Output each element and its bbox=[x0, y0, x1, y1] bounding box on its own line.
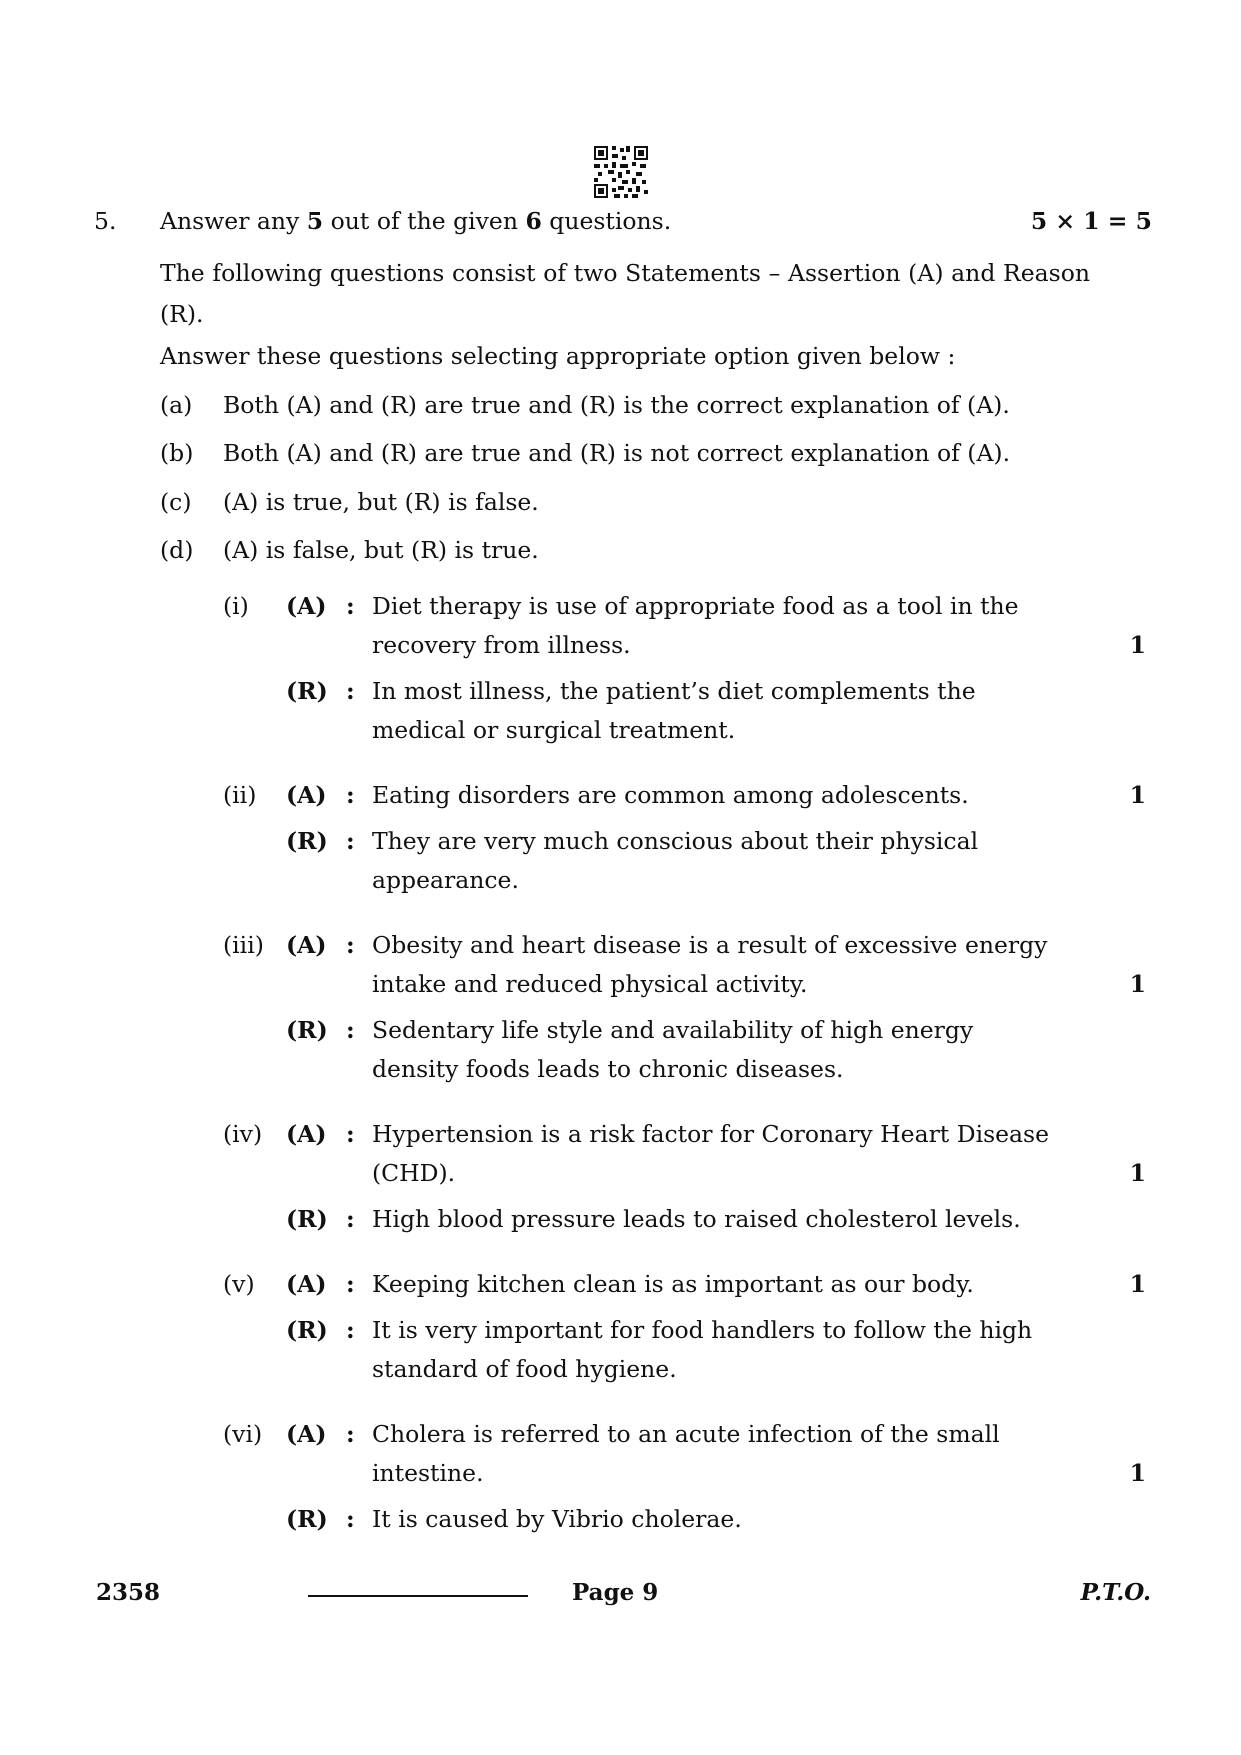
option-label: (b) bbox=[160, 439, 194, 467]
option-text: Both (A) and (R) are true and (R) is the correct explanation of (A). bbox=[223, 391, 1010, 419]
item-marks: 1 bbox=[1129, 970, 1146, 998]
reason-line: appearance. bbox=[372, 866, 519, 894]
assertion-line: (CHD). bbox=[372, 1159, 456, 1187]
reason-line: medical or surgical treatment. bbox=[372, 716, 736, 744]
item-label: (vi) bbox=[223, 1420, 263, 1448]
reason-line: High blood pressure leads to raised cholesterol levels. bbox=[372, 1205, 1021, 1233]
item-marks: 1 bbox=[1129, 631, 1146, 659]
assertion-line: Hypertension is a risk factor for Coronary Heart Disease bbox=[372, 1120, 1050, 1148]
item-marks: 1 bbox=[1129, 781, 1146, 809]
reason-line: They are very much conscious about their physical bbox=[372, 827, 979, 855]
item-marks: 1 bbox=[1129, 1270, 1146, 1298]
reason-label: (R) bbox=[286, 1505, 328, 1533]
assertion-line: intestine. bbox=[372, 1459, 484, 1487]
question-count: 6 bbox=[525, 207, 542, 235]
assertion-line: intake and reduced physical activity. bbox=[372, 970, 808, 998]
item-label: (i) bbox=[223, 592, 249, 620]
reason-line: standard of food hygiene. bbox=[372, 1355, 677, 1383]
reason-label: (R) bbox=[286, 677, 328, 705]
option-label: (c) bbox=[160, 488, 192, 516]
item-marks: 1 bbox=[1129, 1459, 1146, 1487]
assertion-line: Cholera is referred to an acute infection of the small bbox=[372, 1420, 1000, 1448]
assertion-line: Obesity and heart disease is a result of excessive energy bbox=[372, 931, 1048, 959]
option-label: (d) bbox=[160, 536, 194, 564]
assertion-label: (A) bbox=[286, 592, 327, 620]
option-label: (a) bbox=[160, 391, 193, 419]
item-label: (iv) bbox=[223, 1120, 263, 1148]
paper-code: 2358 bbox=[96, 1579, 161, 1606]
reason-label: (R) bbox=[286, 1316, 328, 1344]
reason-label: (R) bbox=[286, 827, 328, 855]
assertion-label: (A) bbox=[286, 781, 327, 809]
colon: : bbox=[346, 1016, 355, 1044]
assertion-line: Diet therapy is use of appropriate food as a tool in the bbox=[372, 592, 1019, 620]
colon: : bbox=[346, 1120, 355, 1148]
item-label: (iii) bbox=[223, 931, 264, 959]
question-number: 5. bbox=[94, 207, 117, 235]
prompt-text: Answer these questions selecting appropriate option given below : bbox=[160, 342, 956, 370]
intro-paragraph: The following questions consist of two Statements – Assertion (A) and Reason (R). bbox=[160, 259, 1090, 328]
colon: : bbox=[346, 1205, 355, 1233]
colon: : bbox=[346, 1505, 355, 1533]
assertion-label: (A) bbox=[286, 1270, 327, 1298]
reason-line: Sedentary life style and availability of high energy bbox=[372, 1016, 974, 1044]
option-text: Both (A) and (R) are true and (R) is not correct explanation of (A). bbox=[223, 439, 1011, 467]
reason-line: In most illness, the patient’s diet complements the bbox=[372, 677, 976, 705]
reason-line: It is caused by Vibrio cholerae. bbox=[372, 1505, 742, 1533]
question-instruction: Answer any 5 out of the given 6 questions. bbox=[160, 207, 672, 235]
assertion-label: (A) bbox=[286, 931, 327, 959]
total-marks: 5 × 1 = 5 bbox=[1030, 207, 1152, 235]
reason-label: (R) bbox=[286, 1016, 328, 1044]
footer-rule bbox=[308, 1595, 528, 1597]
colon: : bbox=[346, 1270, 355, 1298]
colon: : bbox=[346, 677, 355, 705]
page-number: Page 9 bbox=[572, 1579, 659, 1606]
assertion-line: Keeping kitchen clean is as important as our body. bbox=[372, 1270, 974, 1298]
item-label: (ii) bbox=[223, 781, 257, 809]
colon: : bbox=[346, 1316, 355, 1344]
colon: : bbox=[346, 931, 355, 959]
option-text: (A) is true, but (R) is false. bbox=[223, 488, 539, 516]
colon: : bbox=[346, 1420, 355, 1448]
item-marks: 1 bbox=[1129, 1159, 1146, 1187]
reason-line: It is very important for food handlers to follow the high bbox=[372, 1316, 1033, 1344]
reason-label: (R) bbox=[286, 1205, 328, 1233]
colon: : bbox=[346, 592, 355, 620]
answer-count: 5 bbox=[306, 207, 324, 235]
assertion-label: (A) bbox=[286, 1120, 327, 1148]
reason-line: density foods leads to chronic diseases. bbox=[372, 1055, 844, 1083]
item-label: (v) bbox=[223, 1270, 255, 1298]
qr-code bbox=[594, 146, 648, 198]
colon: : bbox=[346, 781, 355, 809]
option-text: (A) is false, but (R) is true. bbox=[223, 536, 539, 564]
assertion-line: Eating disorders are common among adolescents. bbox=[372, 781, 969, 809]
assertion-label: (A) bbox=[286, 1420, 327, 1448]
please-turn-over: P.T.O. bbox=[1080, 1579, 1151, 1606]
colon: : bbox=[346, 827, 355, 855]
assertion-line: recovery from illness. bbox=[372, 631, 631, 659]
